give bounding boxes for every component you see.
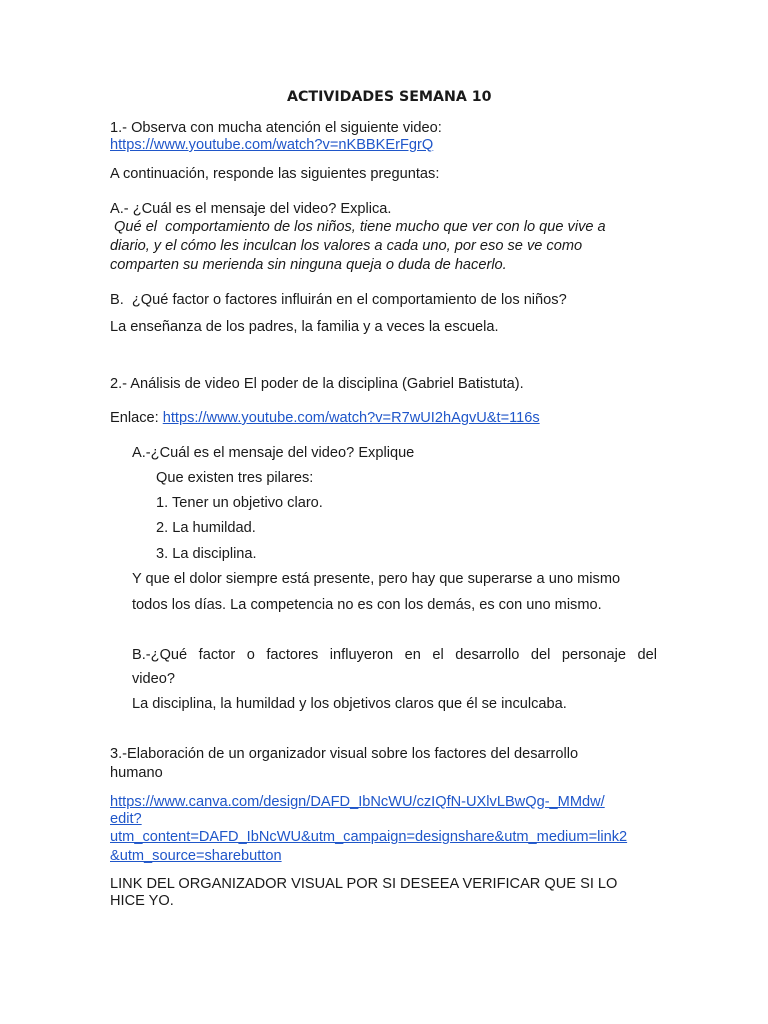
section3-note-line: LINK DEL ORGANIZADOR VISUAL POR SI DESEEA VERIFICAR QUE SI LO (110, 876, 618, 892)
section1-intro: 1.- Observa con mucha atención el siguiente video: (110, 120, 442, 136)
section1-answer-a-line: diario, y el cómo les inculcan los valores a cada uno, por eso se ve como (110, 238, 583, 254)
section2-link-row (110, 409, 540, 427)
section3-note-line: HICE YO. (110, 893, 174, 909)
canva-link-line[interactable]: https://www.canva.com/design/DAFD_IbNcWU/czIQfN-UXlvLBwQg-_MMdw/ (110, 794, 605, 810)
canva-link-line[interactable]: edit? (110, 811, 142, 827)
section2-question-b-line: video? (132, 671, 176, 687)
section2-answer-a-intro: Que existen tres pilares: (156, 470, 314, 486)
section2-intro: 2.- Análisis de video El poder de la disciplina (Gabriel Batistuta). (110, 376, 524, 392)
section1-video-link[interactable]: https://www.youtube.com/watch?v=nKBBKErFgrQ (110, 137, 434, 153)
section1-question-a: A.- ¿Cuál es el mensaje del video? Explica. (110, 201, 392, 217)
pillar-item: 3. La disciplina. (156, 546, 257, 562)
canva-link-line[interactable]: utm_content=DAFD_IbNcWU&utm_campaign=designshare&utm_medium=link2 (110, 829, 628, 845)
pillar-item: 1. Tener un objetivo claro. (156, 495, 323, 511)
section3-intro-line: 3.-Elaboración de un organizador visual sobre los factores del desarrollo (110, 746, 579, 762)
section2-answer-a-line: Y que el dolor siempre está presente, pero hay que superarse a uno mismo (132, 571, 621, 587)
canva-link-line[interactable]: &utm_source=sharebutton (110, 848, 282, 864)
section1-answer-a-line: Qué el comportamiento de los niños, tiene mucho que ver con lo que vive a (110, 219, 606, 235)
section2-answer-b: La disciplina, la humildad y los objetivos claros que él se inculcaba. (132, 696, 567, 712)
section1-instruction: A continuación, responde las siguientes preguntas: (110, 166, 440, 182)
section1-answer-a-line: comparten su merienda sin ninguna queja o duda de hacerlo. (110, 257, 507, 273)
section2-question-b-line: B.-¿Qué factor o factores influyeron en el desarrollo del personaje del (132, 647, 657, 663)
document-title: ACTIVIDADES SEMANA 10 (287, 89, 492, 105)
section2-video-link[interactable]: https://www.youtube.com/watch?v=R7wUI2hAgvU&t=116s (162, 410, 540, 426)
section3-intro-line: humano (110, 765, 163, 781)
section1-question-b: B. ¿Qué factor o factores influirán en el comportamiento de los niños? (110, 292, 567, 308)
pillar-item: 2. La humildad. (156, 520, 256, 536)
section2-link-label: Enlace: (110, 410, 163, 426)
section2-question-a: A.-¿Cuál es el mensaje del video? Explique (132, 445, 415, 461)
section1-answer-b: La enseñanza de los padres, la familia y a veces la escuela. (110, 319, 499, 335)
section2-answer-a-line: todos los días. La competencia no es con los demás, es con uno mismo. (132, 597, 602, 613)
